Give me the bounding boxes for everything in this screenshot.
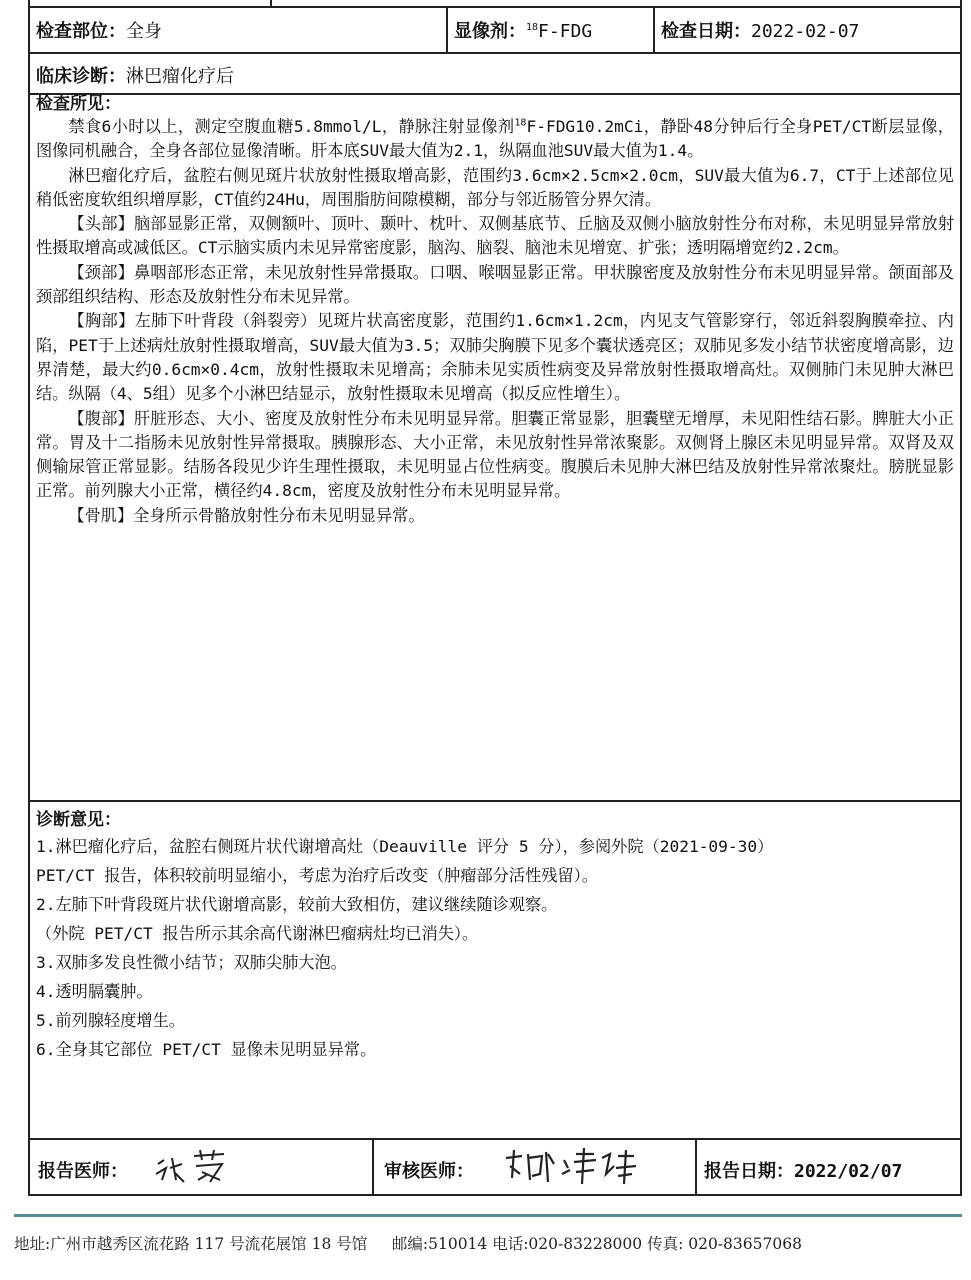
exam-date-value: 2022-02-07	[751, 21, 860, 42]
reviewer-signature	[502, 1144, 642, 1193]
header-top-rule	[28, 6, 962, 8]
table-bottom-rule	[28, 1194, 962, 1196]
findings-section	[36, 93, 954, 528]
imaging-agent-label: 显像剂：	[454, 21, 526, 42]
findings-p1-part-b: F-FDG10.2mCi，静卧48分钟后行全身PET/CT断层显像，图像同机融合，全身各部位显像清晰。肝本底SUV最大值为2.1，纵隔血池SUV最大值为1.4。	[36, 117, 954, 161]
conclusion-line: 4.透明膈囊肿。	[36, 982, 153, 1001]
reviewer-signature-image	[502, 1144, 642, 1188]
findings-paragraph-neck: 【颈部】鼻咽部形态正常，未见放射性异常摄取。口咽、喉咽显影正常。甲状腺密度及放射性分布未见明显异常。颌面部及颈部组织结构、形态及放射性分布未见异常。	[36, 262, 954, 307]
clinical-diagnosis	[36, 62, 234, 88]
footer-accent-rule	[14, 1214, 962, 1217]
table-right-border	[960, 0, 962, 1195]
signature-divider-1	[372, 1138, 374, 1194]
imaging-agent-value: F-FDG	[538, 21, 593, 42]
findings-p1-part-a: 禁食6小时以上，测定空腹血糖5.8mmol/L，静脉注射显像剂	[68, 117, 515, 136]
findings-paragraph-bone: 【骨肌】全身所示骨骼放射性分布未见明显异常。	[68, 505, 425, 525]
conclusion-title: 诊断意见：	[36, 810, 121, 830]
report-date-label-text: 报告日期：	[704, 1161, 794, 1182]
findings-paragraph-2: 淋巴瘤化疗后，盆腔右侧见斑片状放射性摄取增高影，范围约3.6cm×2.5cm×2.0cm，SUV最大值为6.7，CT于上述部位见稍低密度软组织增厚影，CT值约24Hu，周围脂肪间隙模糊，部分与邻近肠管分界欠清。	[36, 165, 954, 209]
conclusion-line: 6.全身其它部位 PET/CT 显像未见明显异常。	[36, 1040, 377, 1059]
clinical-diagnosis-value: 淋巴瘤化疗后	[126, 66, 234, 87]
conclusion-line: PET/CT 报告，体积较前明显缩小，考虑为治疗后改变（肿瘤部分活性残留）。	[36, 866, 598, 885]
conclusion-line: 1.淋巴瘤化疗后，盆腔右侧斑片状代谢增高灶（Deauville 评分 5 分），参阅外院（2021-09-30）	[36, 837, 774, 856]
exam-site-value: 全身	[126, 21, 162, 42]
findings-title: 检查所见：	[36, 94, 121, 114]
conclusion-line: 3.双肺多发良性微小结节；双肺尖肺大泡。	[36, 953, 347, 972]
conclusion-line: 5.前列腺轻度增生。	[36, 1011, 185, 1030]
findings-paragraph-1	[36, 115, 954, 164]
conclusion-line: （外院 PET/CT 报告所示其余高代谢淋巴瘤病灶均已消失）。	[36, 924, 479, 943]
findings-paragraph-abdomen: 【腹部】肝脏形态、大小、密度及放射性分布未见明显异常。胆囊正常显影，胆囊壁无增厚，未见阳性结石影。脾脏大小正常。胃及十二指肠未见放射性异常摄取。胰腺形态、大小正常，未见放射性异常浓聚影。双侧肾上腺区未见明显异常。双肾及双侧输尿管正常显影。结肠各段见少许生理性摄取，未见明显占位性病变。腹膜后未见肿大淋巴结及放射性异常浓聚灶。膀胱显影正常。前列腺大小正常，横径约4.8cm，密度及放射性分布未见明显异常。	[36, 408, 954, 501]
signature-divider-2	[695, 1138, 697, 1194]
reporter-signature-image	[150, 1146, 240, 1186]
conclusion-line: 2.左肺下叶背段斑片状代谢增高影，较前大致相仿，建议继续随诊观察。	[36, 895, 558, 914]
reviewer-label: 审核医师：	[384, 1161, 474, 1182]
findings-paragraph-head: 【头部】脑部显影正常，双侧额叶、顶叶、颞叶、枕叶、双侧基底节、丘脑及双侧小脑放射性分布对称，未见明显异常放射性摄取增高或减低区。CT示脑实质内未见异常密度影，脑沟、脑裂、脑池未见增宽、扩张；透明隔增宽约2.2cm。	[36, 214, 954, 258]
report-date-value: 2022/02/07	[794, 1161, 903, 1182]
exam-date-label: 检查日期：	[661, 21, 751, 42]
header-divider-2	[653, 6, 655, 52]
signature-top-rule	[28, 1138, 962, 1140]
findings-p1-sup: 18	[514, 117, 527, 129]
isotope-mass-number: 18	[526, 22, 539, 33]
exam-site-label: 检查部位：	[36, 21, 126, 42]
imaging-agent	[454, 17, 592, 43]
findings-paragraph-chest: 【胸部】左肺下叶背段（斜裂旁）见斑片状高密度影，范围约1.6cm×1.2cm，内见支气管影穿行，邻近斜裂胸膜牵拉、内陷，PET于上述病灶放射性摄取增高，SUV最大值为3.5；双肺尖胸膜下见多个囊状透亮区；双肺见多发小结节状密度增高影，边界清楚，最大约0.6cm×0.4cm，放射性摄取未见增高；余肺未见实质性病变及异常放射性摄取增高灶。双侧肺门未见肿大淋巴结。纵隔（4、5组）见多个小淋巴结显示，放射性摄取未见增高（拟反应性增生）。	[36, 311, 954, 404]
reporter-signature	[150, 1146, 240, 1191]
footer-phone-fax: 邮编:510014 电话:020-83228000 传真: 020-83657068	[391, 1235, 802, 1253]
footer-contact	[14, 1232, 802, 1254]
table-left-border	[28, 0, 30, 1195]
exam-date	[661, 17, 859, 43]
footer-address: 地址:广州市越秀区流花路 117 号流花展馆 18 号馆	[14, 1235, 368, 1253]
conclusion-top-rule	[28, 800, 962, 802]
header-mid-rule	[28, 52, 962, 54]
exam-site	[36, 17, 162, 43]
reporter-label: 报告医师：	[38, 1161, 128, 1182]
clinical-diagnosis-label: 临床诊断：	[36, 66, 126, 87]
report-date-label	[704, 1157, 902, 1183]
conclusion-section	[36, 808, 954, 1064]
header-divider-1	[446, 6, 448, 52]
